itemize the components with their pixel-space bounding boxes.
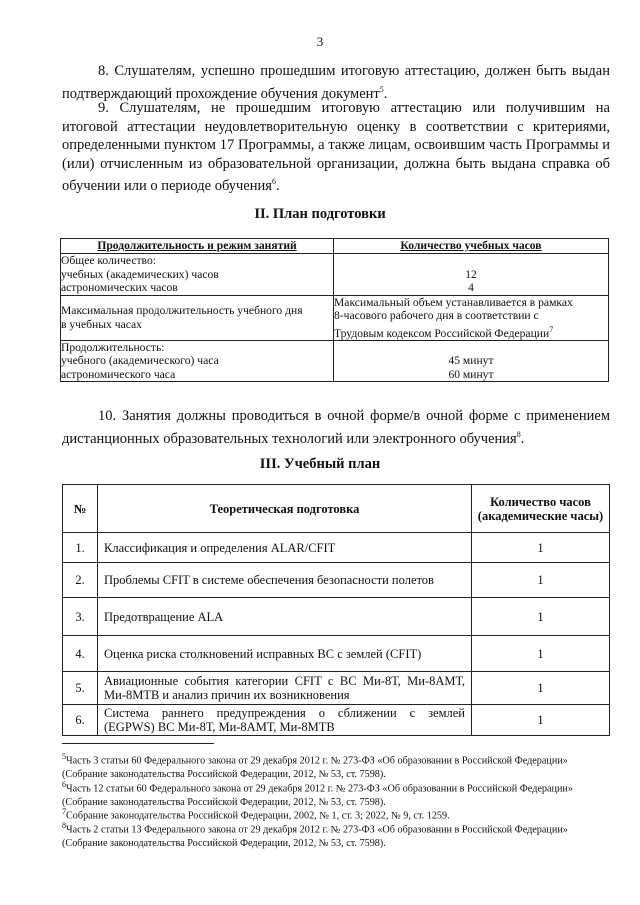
footnote-7: $^7$Собрание законодательства Российской Федерации, 2002, № 1, ст. 3; 2022, № 9, ст. 1259. [62, 807, 450, 822]
curriculum-table [62, 484, 610, 736]
table-header-row [61, 239, 609, 254]
column-header: Количество учебных часов [334, 239, 609, 254]
hours-value: 1 [472, 563, 610, 598]
section-3-title: III. Учебный план [259, 456, 381, 472]
column-header: Количество часов (академические часы) [472, 485, 610, 533]
paragraph-8: 8. Слушателям, успешно прошедшим итоговую аттестацию, должен быть выдан подтверждающий прохождение обучения документ$^5$. [62, 63, 610, 102]
table-cell: Максимальная продолжительность учебного дня в учебных часах [61, 295, 334, 340]
footnote-5: $^5$Часть 3 статьи 60 Федерального закона от 29 декабря 2012 г. № 273-ФЗ «Об образовании в Российской Федерации» (Собрание законодательства Российской Федерации, 2012, № 53, ст. 7598). [62, 752, 568, 780]
topic-name: Система раннего предупреждения о сближении с землей (EGPWS) ВС Ми-8Т, Ми-8АМТ, Ми-8МТВ [98, 705, 472, 736]
hours-value: 1 [472, 533, 610, 563]
topic-name: Оценка риска столкновений исправных ВС с землей (CFIT) [98, 636, 472, 672]
training-plan-table [60, 238, 609, 382]
topic-name: Предотвращение ALA [98, 598, 472, 636]
table-row [63, 533, 610, 563]
page-number: 3 [316, 34, 324, 49]
section-2-title: II. План подготовки [254, 206, 386, 222]
table-cell: 12 4 [334, 254, 609, 296]
footnote-8: $^8$Часть 2 статьи 13 Федерального закона от 29 декабря 2012 г. № 273-ФЗ «Об образовании в Российской Федерации» (Собрание законодательства Российской Федерации, 2012, № 53, ст. 7598). [62, 821, 568, 849]
footnote-6: $^6$Часть 12 статьи 60 Федерального закона от 29 декабря 2012 г. № 273-ФЗ «Об образовании в Российской Федерации» (Собрание законодательства Российской Федерации, 2012, № 53, ст. 7598). [62, 780, 573, 808]
column-header: Продолжительность и режим занятий [61, 239, 334, 254]
table-row [61, 295, 609, 340]
row-number: 2. [63, 563, 98, 598]
footnote-divider [62, 743, 214, 744]
paragraph-9: 9. Слушателям, не прошедшим итоговую аттестацию или получившим на итоговой аттестации неудовлетворительную оценку в соответствии с критериями, определенными пунктом 17 Программы, а также лицам, освоившим часть Программы и (или) отчисленным из образовательной организации, должна быть выдана справка об обучении или о периоде обучения$^6$. [62, 100, 610, 194]
footnote-ref: 6 [271, 177, 276, 186]
table-cell: Максимальный объем устанавливается в рамках 8-часового рабочего дня в соответствии с Трудовым кодексом Российской Федерации$^7$ [334, 295, 609, 340]
table-row [63, 672, 610, 705]
table-row [61, 340, 609, 382]
hours-value: 1 [472, 672, 610, 705]
row-number: 4. [63, 636, 98, 672]
table-header-row [63, 485, 610, 533]
table-cell: 45 минут 60 минут [334, 340, 609, 382]
row-number: 1. [63, 533, 98, 563]
row-number: 5. [63, 672, 98, 705]
footnote-ref: 5 [379, 84, 384, 94]
table-row [63, 705, 610, 736]
hours-value: 1 [472, 598, 610, 636]
column-header: Теоретическая подготовка [98, 485, 472, 533]
footnote-ref: 7 [549, 324, 554, 334]
table-row [63, 598, 610, 636]
hours-value: 1 [472, 705, 610, 736]
topic-name: Классификация и определения ALAR/CFIT [98, 533, 472, 563]
topic-name: Проблемы CFIT в системе обеспечения безопасности полетов [98, 563, 472, 598]
row-number: 6. [63, 705, 98, 736]
topic-name: Авиационные события категории CFIT с ВС Ми-8Т, Ми-8АМТ, Ми-8МТВ и анализ причин их возникновения [98, 672, 472, 705]
table-row [61, 254, 609, 296]
row-number: 3. [63, 598, 98, 636]
paragraph-10: 10. Занятия должны проводиться в очной форме/в очной форме с применением дистанционных образовательных технологий или электронного обучения$^8$. [62, 408, 610, 447]
table-cell: Продолжительность: учебного (академического) часа астрономического часа [61, 340, 334, 382]
footnote-ref: 8 [516, 429, 521, 439]
table-row [63, 563, 610, 598]
hours-value: 1 [472, 636, 610, 672]
table-cell: Общее количество: учебных (академических) часов астрономических часов [61, 254, 334, 296]
column-header: № [63, 485, 98, 533]
table-row [63, 636, 610, 672]
